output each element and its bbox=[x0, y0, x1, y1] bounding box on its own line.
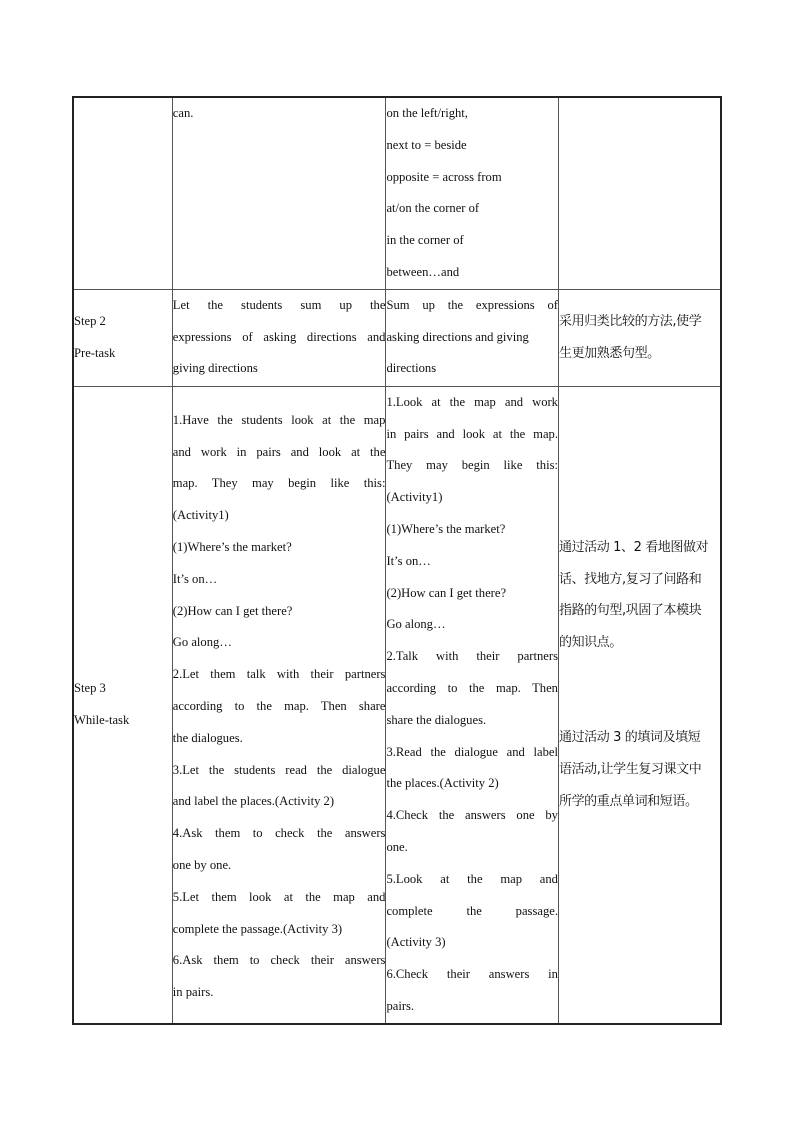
text-line: 2.Let them talk with their partners bbox=[172, 667, 386, 682]
text-line: (Activity1) bbox=[386, 490, 443, 505]
student-activity-cell bbox=[386, 289, 559, 386]
teacher-activity-cell bbox=[172, 97, 386, 289]
text-line: share the dialogues. bbox=[386, 712, 487, 727]
text-line: according to the map. Then bbox=[386, 680, 558, 695]
text-line: Sum up the expressions of bbox=[386, 297, 558, 312]
text-line: Let the students sum up the bbox=[172, 297, 386, 312]
text-line: in pairs and look at the map. bbox=[386, 426, 558, 441]
text-line: pairs. bbox=[386, 998, 415, 1013]
text-line: can. bbox=[172, 106, 194, 120]
text-line: and work in pairs and look at the bbox=[172, 444, 386, 459]
table-row bbox=[73, 97, 721, 289]
text-line: (Activity1) bbox=[172, 508, 229, 523]
table-row bbox=[73, 386, 721, 1023]
text-line: in pairs. bbox=[172, 985, 214, 1000]
text-line: map. They may begin like this: bbox=[172, 476, 386, 491]
text-line: directions bbox=[386, 361, 437, 376]
student-activity-cell bbox=[386, 386, 559, 1023]
text-line: 3.Let the students read the dialogue bbox=[172, 762, 386, 777]
text-line: Go along… bbox=[386, 617, 446, 632]
text-line: on the left/right, bbox=[386, 106, 468, 120]
text-line: 5.Look at the map and bbox=[386, 871, 558, 886]
text-line: 生更加熟悉句型。 bbox=[558, 345, 660, 361]
teacher-activity-cell bbox=[172, 289, 386, 386]
text-line: 通过活动 1、2 看地图做对 bbox=[558, 539, 709, 555]
text-line: the dialogues. bbox=[172, 730, 243, 745]
text-line: expressions of asking directions and bbox=[172, 329, 386, 344]
text-line: 的知识点。 bbox=[558, 635, 622, 651]
text-line: opposite = across from bbox=[386, 169, 502, 184]
text-line: next to = beside bbox=[386, 137, 467, 152]
text-line: according to the map. Then share bbox=[172, 698, 386, 713]
text-line: 指路的句型,巩固了本模块 bbox=[558, 603, 702, 619]
text-line: giving directions bbox=[172, 361, 258, 376]
text-line: 4.Check the answers one by bbox=[386, 808, 558, 823]
step-label: Step 2 bbox=[74, 313, 106, 328]
purpose-cell bbox=[558, 386, 721, 1023]
text-line: one. bbox=[386, 839, 408, 854]
text-line: 5.Let them look at the map and bbox=[172, 889, 386, 904]
step-cell bbox=[73, 289, 172, 386]
text-line: 2.Talk with their partners bbox=[386, 649, 558, 664]
text-line: 3.Read the dialogue and label bbox=[386, 744, 558, 759]
purpose-cell bbox=[558, 289, 721, 386]
step-phase: Pre-task bbox=[74, 345, 116, 360]
text-line: 语活动,让学生复习课文中 bbox=[558, 761, 702, 777]
text-line: 采用归类比较的方法,使学 bbox=[558, 313, 702, 329]
text-line: and label the places.(Activity 2) bbox=[172, 794, 335, 809]
text-line: 所学的重点单词和短语。 bbox=[558, 793, 698, 809]
text-line: 通过活动 3 的填词及填短 bbox=[558, 729, 701, 745]
text-line: complete the passage. bbox=[386, 903, 558, 918]
text-line: Go along… bbox=[172, 635, 232, 650]
step-phase: While-task bbox=[74, 712, 130, 727]
text-line: (1)Where’s the market? bbox=[386, 521, 506, 536]
student-activity-cell bbox=[386, 97, 559, 289]
table-row bbox=[73, 289, 721, 386]
text-line: 6.Check their answers in bbox=[386, 967, 558, 982]
text-line: (2)How can I get there? bbox=[172, 603, 293, 618]
text-line: one by one. bbox=[172, 857, 232, 872]
text-line: (Activity 3) bbox=[386, 935, 446, 950]
lesson-plan-table bbox=[72, 96, 722, 1025]
text-line: (1)Where’s the market? bbox=[172, 539, 292, 554]
step-label: Step 3 bbox=[74, 680, 106, 695]
teacher-activity-cell bbox=[172, 386, 386, 1023]
text-line: in the corner of bbox=[386, 233, 464, 248]
text-line: It’s on… bbox=[386, 553, 431, 568]
text-line: 1.Have the students look at the map bbox=[172, 412, 386, 427]
text-line: It’s on… bbox=[172, 571, 218, 586]
text-line: (2)How can I get there? bbox=[386, 585, 507, 600]
step-cell bbox=[73, 386, 172, 1023]
text-line: 话、找地方,复习了问路和 bbox=[558, 571, 702, 587]
text-line: asking directions and giving bbox=[386, 329, 529, 344]
text-line: at/on the corner of bbox=[386, 201, 480, 216]
text-line: complete the passage.(Activity 3) bbox=[172, 921, 343, 936]
text-line: They may begin like this: bbox=[386, 458, 558, 473]
text-line: the places.(Activity 2) bbox=[386, 776, 499, 791]
spacer bbox=[559, 659, 720, 722]
purpose-cell bbox=[558, 97, 721, 289]
step-cell bbox=[73, 97, 172, 289]
text-line: 1.Look at the map and work bbox=[386, 394, 558, 409]
text-line: 6.Ask them to check their answers bbox=[172, 953, 386, 968]
text-line: 4.Ask them to check the answers bbox=[172, 826, 386, 841]
text-line: between…and bbox=[386, 264, 460, 279]
